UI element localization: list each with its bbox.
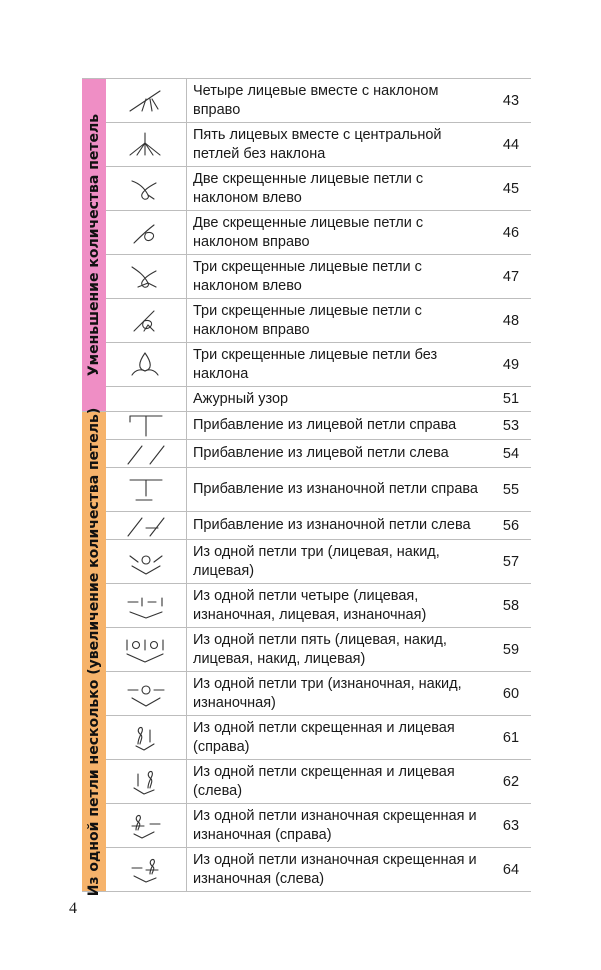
- three-from-one-knit-yo-knit-icon: [106, 540, 186, 583]
- four-from-one-icon: [106, 584, 186, 627]
- purl-crossed-and-purl-left-icon: [106, 848, 186, 891]
- table-row: [106, 467, 531, 511]
- table-row: [106, 166, 531, 210]
- page-number: 4: [69, 900, 77, 917]
- table-row: [106, 439, 531, 467]
- row-description: Три скрещенные лицевые петли без наклона: [186, 343, 491, 386]
- row-description: Две скрещенные лицевые петли с наклоном вправо: [186, 211, 491, 254]
- row-description: Две скрещенные лицевые петли с наклоном влево: [186, 167, 491, 210]
- table-row: [106, 122, 531, 166]
- row-page-number: 56: [502, 517, 520, 534]
- row-page-number: 62: [502, 773, 520, 790]
- row-page-number: 64: [502, 861, 520, 878]
- table-row: [106, 342, 531, 386]
- row-page-number: 63: [502, 817, 520, 834]
- row-page-number: 49: [502, 356, 520, 373]
- section-decreases: [82, 78, 531, 412]
- section-increases: [82, 407, 531, 896]
- row-page-number: 58: [502, 597, 520, 614]
- crossed-and-knit-left-icon: [106, 760, 186, 803]
- increase-purl-right-icon: [106, 468, 186, 511]
- three-crossed-knit-right-icon: [106, 299, 186, 342]
- row-description: Пять лицевых вместе с центральной петлей без наклона: [186, 123, 491, 166]
- crossed-and-knit-right-icon: [106, 716, 186, 759]
- five-knit-together-center-icon: [106, 123, 186, 166]
- three-crossed-knit-left-icon: [106, 255, 186, 298]
- table-row: [106, 539, 531, 583]
- row-description: Три скрещенные лицевые петли с наклоном вправо: [186, 299, 491, 342]
- three-from-one-purl-yo-purl-icon: [106, 672, 186, 715]
- section-band: [82, 79, 106, 411]
- two-crossed-knit-right-icon: [106, 211, 186, 254]
- row-page-number: 59: [502, 641, 520, 658]
- three-crossed-knit-center-icon: [106, 343, 186, 386]
- row-page-number: 54: [502, 445, 520, 462]
- empty-symbol-cell: [106, 387, 186, 411]
- table-row: [106, 583, 531, 627]
- table-row: [106, 847, 531, 891]
- row-description: Из одной петли пять (лицевая, накид, лицевая, накид, лицевая): [186, 628, 491, 671]
- four-knit-together-right-icon: [106, 79, 186, 122]
- row-page-number: 51: [502, 391, 520, 407]
- table-row: [106, 715, 531, 759]
- row-description: Из одной петли изнаночная скрещенная и изнаночная (справа): [186, 804, 491, 847]
- row-page-number: 48: [502, 312, 520, 329]
- table-row: [106, 254, 531, 298]
- table-row: [106, 511, 531, 539]
- section-band: [82, 407, 106, 896]
- row-description: Прибавление из изнаночной петли справа: [186, 468, 491, 511]
- row-description: Прибавление из лицевой петли справа: [186, 412, 491, 439]
- section-label: Из одной петли несколько (увеличение количества петель): [86, 407, 102, 896]
- table-row: [106, 386, 531, 411]
- row-description: Из одной петли три (лицевая, накид, лицевая): [186, 540, 491, 583]
- purl-crossed-and-purl-right-icon: [106, 804, 186, 847]
- symbols-table: [82, 78, 531, 896]
- row-description: Из одной петли три (изнаночная, накид, изнаночная): [186, 672, 491, 715]
- row-description: Три скрещенные лицевые петли с наклоном влево: [186, 255, 491, 298]
- table-row: [106, 803, 531, 847]
- table-row: [106, 627, 531, 671]
- row-page-number: 55: [502, 481, 520, 498]
- increase-knit-left-icon: [106, 440, 186, 467]
- row-description: Прибавление из лицевой петли слева: [186, 440, 491, 467]
- section-label: Уменьшение количества петель: [86, 113, 102, 377]
- table-row: [106, 298, 531, 342]
- row-description: Из одной петли четыре (лицевая, изнаночная, лицевая, изнаночная): [186, 584, 491, 627]
- table-row: [106, 412, 531, 439]
- increase-knit-right-icon: [106, 412, 186, 439]
- row-page-number: 44: [502, 136, 520, 153]
- row-page-number: 53: [502, 417, 520, 434]
- row-description: Из одной петли скрещенная и лицевая (справа): [186, 716, 491, 759]
- row-page-number: 47: [502, 268, 520, 285]
- row-page-number: 46: [502, 224, 520, 241]
- row-page-number: 61: [502, 729, 520, 746]
- table-row: [106, 759, 531, 803]
- row-page-number: 57: [502, 553, 520, 570]
- row-page-number: 43: [502, 92, 520, 109]
- row-description: Из одной петли скрещенная и лицевая (слева): [186, 760, 491, 803]
- row-description: Из одной петли изнаночная скрещенная и изнаночная (слева): [186, 848, 491, 891]
- row-description: Ажурный узор: [186, 387, 491, 411]
- row-page-number: 45: [502, 180, 520, 197]
- table-row: [106, 79, 531, 122]
- row-description: Прибавление из изнаночной петли слева: [186, 512, 491, 539]
- table-row: [106, 210, 531, 254]
- table-row: [106, 671, 531, 715]
- two-crossed-knit-left-icon: [106, 167, 186, 210]
- row-page-number: 60: [502, 685, 520, 702]
- increase-purl-left-icon: [106, 512, 186, 539]
- row-description: Четыре лицевые вместе с наклоном вправо: [186, 79, 491, 122]
- five-from-one-icon: [106, 628, 186, 671]
